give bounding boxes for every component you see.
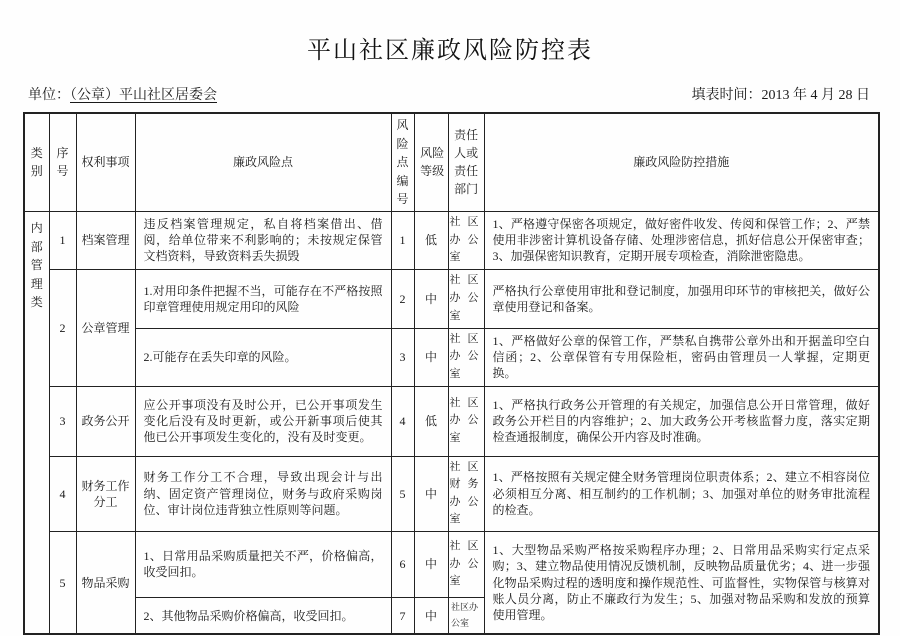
measures-cell: 1、大型物品采购严格按采购程序办理；2、日常用品采购实行定点采购；3、建立物品使用情况反馈机制，反映物品质量优劣；4、进一步强化物品采购过程的透明度和操作规范性、可监督性，实物保管与核算对账人员分离，防止不廉政行为发生；5、加强对物品采购和发放的预算使用管理。 (484, 531, 879, 634)
risk-level-cell: 中 (414, 531, 448, 597)
risk-no-cell: 1 (391, 211, 414, 269)
risk-no-cell: 3 (391, 328, 414, 386)
date-label: 填表时间： (691, 88, 762, 103)
measures-cell: 严格执行公章使用审批和登记制度，加强用印环节的审核把关，做好公章使用登记和备案。 (484, 269, 879, 328)
table-row (24, 211, 879, 269)
risk-no-cell: 6 (391, 531, 414, 597)
measures-cell: 1、严格遵守保密各项规定，做好密件收发、传阅和保管工作；2、严禁使用非涉密计算机设备存储、处理涉密信息，抓好信息公开保密审查；3、加强保密知识教育，定期开展专项检查，消除泄密隐患。 (484, 211, 879, 269)
risk-cell: 2、其他物品采购价格偏高，收受回扣。 (135, 597, 391, 634)
risk-level-cell: 低 (414, 211, 448, 269)
risk-level-cell: 中 (414, 456, 448, 531)
seq-cell: 5 (49, 531, 76, 634)
matter-cell: 财务工作分工 (76, 456, 135, 531)
risk-no-cell: 4 (391, 386, 414, 456)
table-row (24, 386, 879, 456)
dept-cell: 社区办公室 (448, 328, 484, 386)
risk-level-cell: 中 (414, 328, 448, 386)
risk-cell: 2.可能存在丢失印章的风险。 (135, 328, 391, 386)
risk-cell: 违反档案管理规定，私自将档案借出、借阅，给单位带来不利影响的；未按规定保管文档资料，导致资料丢失损毁 (135, 211, 391, 269)
header-responsible: 责任人或责任部门 (448, 113, 484, 211)
risk-no-cell: 5 (391, 456, 414, 531)
risk-level-cell: 中 (414, 269, 448, 328)
matter-cell: 档案管理 (76, 211, 135, 269)
header-risk-level: 风险等级 (414, 113, 448, 211)
seq-cell: 4 (49, 456, 76, 531)
header-category: 类别 (24, 113, 49, 211)
risk-no-cell: 7 (391, 597, 414, 634)
measures-cell: 1、严格执行政务公开管理的有关规定，加强信息公开日常管理，做好政务公开栏目的内容维护；2、加大政务公开考核监督力度，落实定期检查通报制度，确保公开内容及时准确。 (484, 386, 879, 456)
risk-level-cell: 中 (414, 597, 448, 634)
dept-cell: 社区财务办公室 (448, 456, 484, 531)
matter-cell: 政务公开 (76, 386, 135, 456)
matter-cell: 公章管理 (76, 269, 135, 386)
unit-field (28, 84, 225, 104)
risk-cell: 应公开事项没有及时公开，已公开事项发生变化后没有及时更新，或公开新事项后使其他已公开事项发生变化的，没有及时变更。 (135, 386, 391, 456)
dept-cell: 社区办公室 (448, 269, 484, 328)
page-title: 平山社区廉政风险防控表 (307, 38, 593, 64)
header-risk-point: 廉政风险点 (135, 113, 391, 211)
seq-cell: 2 (49, 269, 76, 386)
dept-cell: 社区办公室 (448, 597, 484, 634)
risk-cell: 1、日常用品采购质量把关不严，价格偏高，收受回扣。 (135, 531, 391, 597)
header-risk-no: 风险点编号 (391, 113, 414, 211)
header-row (24, 113, 879, 211)
dept-cell: 社区办公室 (448, 531, 484, 597)
dept-cell: 社区办公室 (448, 386, 484, 456)
table-row (24, 531, 879, 597)
date-field (692, 84, 871, 104)
seq-cell: 3 (49, 386, 76, 456)
table-row (24, 269, 879, 328)
meta-row (28, 84, 870, 104)
risk-cell: 1.对用印条件把握不当，可能存在不严格按照印章管理使用规定用印的风险 (135, 269, 391, 328)
header-matter: 权利事项 (76, 113, 135, 211)
unit-value: （公章）平山社区居委会 (70, 88, 217, 103)
measures-cell: 1、严格做好公章的保管工作，严禁私自携带公章外出和开据盖印空白信函；2、公章保管有专用保险柜，密码由管理员一人掌握，定期更换。 (484, 328, 879, 386)
table-row (24, 328, 879, 386)
risk-control-table (23, 112, 880, 635)
header-measures: 廉政风险防控措施 (484, 113, 879, 211)
table-row (24, 456, 879, 531)
category-cell: 内部管理类 (24, 211, 49, 634)
risk-level-cell: 低 (414, 386, 448, 456)
dept-cell: 社区办公室 (448, 211, 484, 269)
date-value: 2013 年 4 月 28 日 (761, 88, 870, 103)
matter-cell: 物品采购 (76, 531, 135, 634)
measures-cell: 1、严格按照有关规定健全财务管理岗位职责体系；2、建立不相容岗位必须相互分离、相互制约的工作机制；3、加强对单位的财务审批流程的检查。 (484, 456, 879, 531)
header-seq: 序号 (49, 113, 76, 211)
risk-cell: 财务工作分工不合理，导致出现会计与出纳、固定资产管理岗位，财务与政府采购岗位、审计岗位违背独立性原则等问题。 (135, 456, 391, 531)
unit-label: 单位： (28, 88, 70, 103)
risk-no-cell: 2 (391, 269, 414, 328)
seq-cell: 1 (49, 211, 76, 269)
